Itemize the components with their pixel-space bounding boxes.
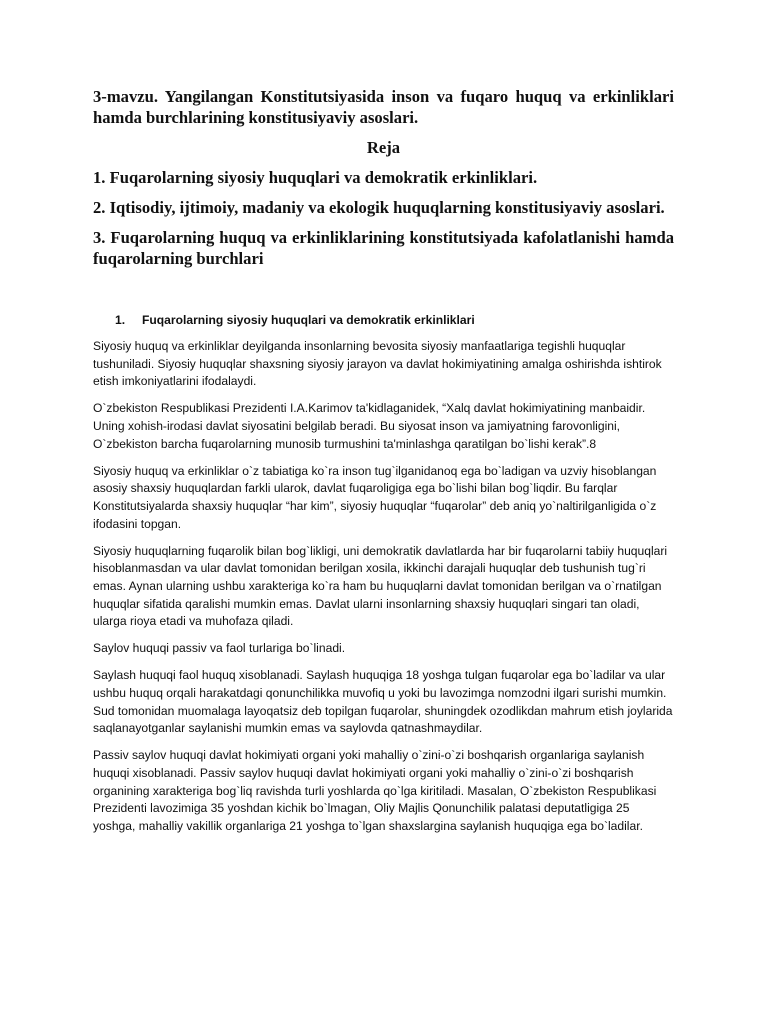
document-title: 3-mavzu. Yangilangan Konstitutsiyasida inson va fuqaro huquq va erkinliklari hamda burchlarining konstitusiyaviy asoslari. (93, 87, 674, 127)
document-page (93, 86, 674, 845)
section-title: Fuqarolarning siyosiy huquqlari va demokratik erkinliklari (142, 313, 475, 327)
section-spacer (93, 278, 674, 312)
section-heading (93, 312, 674, 329)
paragraph: Siyosiy huquqlarning fuqarolik bilan bog`likligi, uni demokratik davlatlarda har bir fuqarolarni tabiiy huquqlari hisoblanmasdan va ular davlat tomonidan berilgan xosila, ikkinchi darajali huquqlar deb tushunish tug`ri emas. Aynan ularning ushbu xarakteriga ko`ra ham bu huquqlarni davlat tomonidan berilgan va o`rnatilgan huquqlar sifatida qaralishi mumkin emas. Davlat ularni insonlarning shaxsiy huquqlari singari tan oladi, ularga rioya etadi va muhofaza qiladi. (93, 543, 668, 629)
paragraph: Siyosiy huquq va erkinliklar o`z tabiatiga ko`ra inson tug`ilganidanoq ega bo`ladigan va uzviy hisoblangan asosiy shaxsiy huquqlardan farkli ularok, davlat fuqaroligiga ega bo`lishi bilan bog`liqdir. Bu farqlar Konstitutsiyalarda shaxsiy huquqlar “har kim”, siyosiy huquqlar “fuqarolar” deb aniq yo`naltirilganligida o`z ifodasini topgan. (93, 463, 657, 531)
paragraph: Siyosiy huquq va erkinliklar deyilganda insonlarning bevosita siyosiy manfaatlariga tegishli huquqlar tushuniladi. Siyosiy huquqlar shaxsning siyosiy jarayon va davlat hokimiyatining amalga oshirishda ishtirok etish imkoniyatlarini ifodalaydi. (93, 339, 662, 389)
paragraph: Passiv saylov huquqi davlat hokimiyati organi yoki mahalliy o`zini-o`zi boshqarish organlariga saylanish huquqi xisoblanadi. Passiv saylov huquqi davlat hokimiyati organi yoki mahalliy o`zini-o`zi boshqarish organining xarakteriga bog`liq ravishda turli yoshlarda qo`lga kiritiladi. Masalan, O`zbekiston Respublikasi Prezidenti lavozimiga 35 yoshdan kichik bo`lmagan, Oliy Majlis Qonunchilik palatasi deputatligiga 25 yoshga, mahalliy vakillik organlariga 21 yoshga to`lgan shaxslargina saylanish huquqiga ega bo`ladilar. (93, 748, 657, 833)
paragraph: O`zbekiston Respublikasi Prezidenti I.A.Karimov ta'kidlaganidek, “Xalq davlat hokimiyatining manbaidir. Uning xohish-irodasi davlat siyosatini belgilab beradi. Bu siyosat inson va jamiyatning farovonligini, O`zbekiston barcha fuqarolarning munosib turmushini ta'minlashga qaratilgan bo`lishi kerak”.8 (93, 401, 646, 451)
paragraph: Saylash huquqi faol huquq xisoblanadi. Saylash huquqiga 18 yoshga tulgan fuqarolar ega bo`ladilar va ular ushbu huquq orqali harakatdagi qonunchilikka muvofiq u yoki bu lavozimga nomzodni ilgari surishi mumkin. Sud tomonidan muomalaga layoqatsiz deb topilgan fuqarolar, shuningdek ozodlikdan mahrum etish joylarida saqlanayotganlar saylanishi mumkin emas va saylovda qatnashmaydilar. (93, 668, 673, 736)
plan-item-1: 1. Fuqarolarning siyosiy huquqlari va demokratik erkinliklari. (93, 168, 538, 187)
plan-item-2: 2. Iqtisodiy, ijtimoiy, madaniy va ekologik huquqlarning konstitusiyaviy asoslari. (93, 198, 665, 217)
plan-heading: Reja (366, 138, 401, 157)
section-number: 1. (115, 313, 126, 327)
plan-item-3: 3. Fuqarolarning huquq va erkinliklarining konstitutsiyada kafolatlanishi hamda fuqarolarning burchlari (93, 228, 674, 268)
paragraph: Saylov huquqi passiv va faol turlariga bo`linadi. (93, 641, 346, 656)
